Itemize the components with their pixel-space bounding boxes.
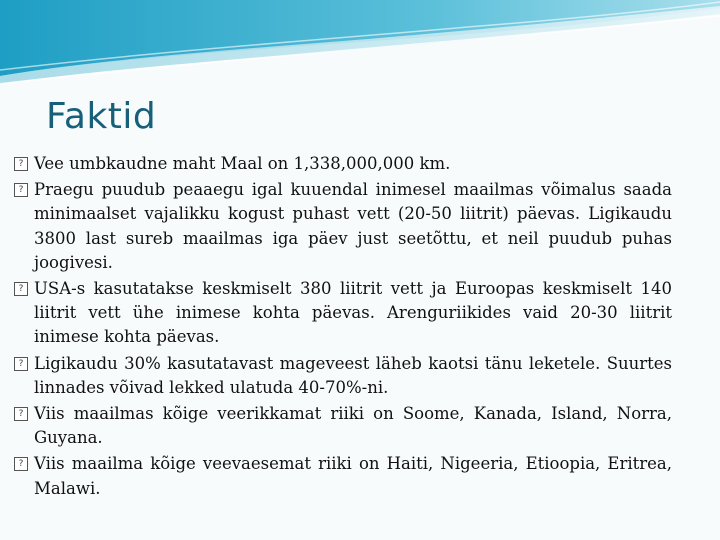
bullet-text: Viis maailmas kõige veerikkamat riiki on Soome, Kanada, Island, Norra, Guyana. xyxy=(34,404,672,448)
bullet-text: USA-s kasutatakse keskmiselt 380 liitrit vett ja Euroopas keskmiselt 140 liitrit vett ühe inimese kohta päevas. Arenguriikides vaid 20-30 liitrit inimese kohta päevas. xyxy=(34,279,672,347)
bullet-marker-icon: ? xyxy=(14,357,28,371)
bullet-text: Viis maailma kõige veevaesemat riiki on Haiti, Nigeeria, Etioopia, Eritrea, Malawi. xyxy=(34,454,672,498)
bullet-text: Ligikaudu 30% kasutatavast mageveest läheb kaotsi tänu leketele. Suurtes linnades võivad lekked ulatuda 40-70%-ni. xyxy=(34,353,672,397)
bullet-marker-icon: ? xyxy=(14,457,28,471)
bullet-marker-icon: ? xyxy=(14,183,28,197)
bullet-marker-icon: ? xyxy=(14,157,28,171)
bullet-item xyxy=(14,277,672,350)
slide-title: Faktid xyxy=(46,96,157,137)
bullet-marker-icon: ? xyxy=(14,407,28,421)
bullet-item xyxy=(14,402,672,450)
header-wave-decoration xyxy=(0,0,720,110)
bullet-item xyxy=(14,452,672,500)
bullet-item xyxy=(14,178,672,275)
bullet-list xyxy=(14,152,672,503)
bullet-item xyxy=(14,352,672,400)
bullet-marker-icon: ? xyxy=(14,282,28,296)
bullet-item xyxy=(14,152,672,176)
bullet-text: Praegu puudub peaaegu igal kuuendal inimesel maailmas võimalus saada minimaalset vajalikku kogust puhast vett (20-50 liitrit) päevas. Ligikaudu 3800 last sureb maailmas iga päev just seetõttu, et neil puudub puhas joogivesi. xyxy=(34,180,672,272)
bullet-text: Vee umbkaudne maht Maal on 1,338,000,000 km. xyxy=(34,154,451,173)
